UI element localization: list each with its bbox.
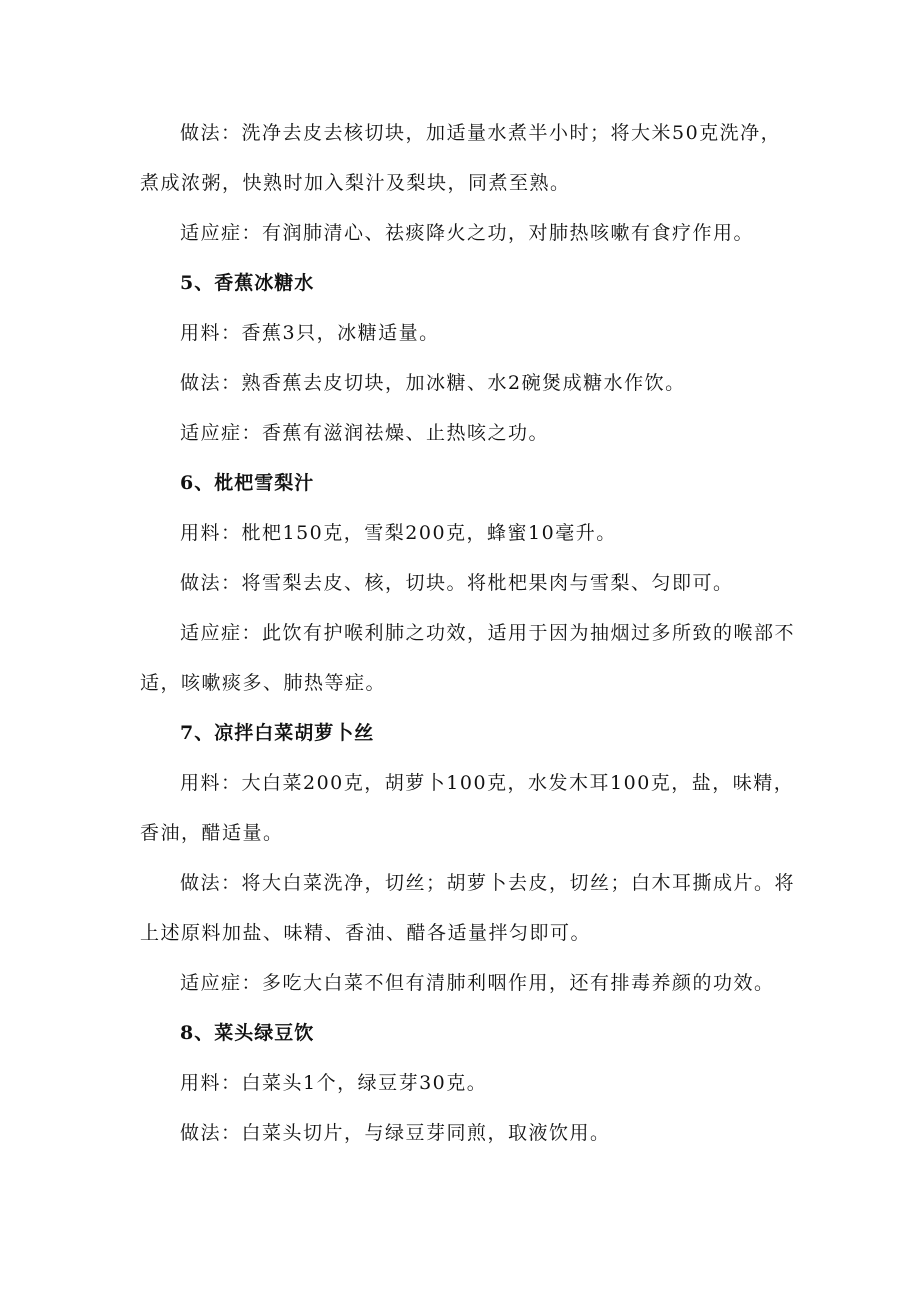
section-heading-8: 8、菜头绿豆饮	[180, 1022, 315, 1044]
method-line-7: 做法：将大白菜洗净，切丝；胡萝卜去皮，切丝；白木耳撕成片。将	[180, 872, 796, 894]
ingredients-line-6: 用料：枇杷150克，雪梨200克，蜂蜜10毫升。	[180, 522, 617, 544]
method-line-8: 做法：白菜头切片，与绿豆芽同煎，取液饮用。	[180, 1122, 611, 1144]
method-line: 做法：洗净去皮去核切块，加适量水煮半小时；将大米50克洗净，	[180, 122, 782, 144]
section-heading-7: 7、凉拌白菜胡萝卜丝	[180, 722, 375, 744]
ingredients-line-5: 用料：香蕉3只，冰糖适量。	[180, 322, 440, 344]
indication-line-6-cont: 适，咳嗽痰多、肺热等症。	[140, 672, 387, 694]
section-heading-6: 6、枇杷雪梨汁	[180, 472, 315, 494]
method-line-cont: 煮成浓粥，快熟时加入梨汁及梨块，同煮至熟。	[140, 172, 571, 194]
ingredients-line-7-cont: 香油，醋适量。	[140, 822, 284, 844]
ingredients-line-8: 用料：白菜头1个，绿豆芽30克。	[180, 1072, 488, 1094]
ingredients-line-7: 用料：大白菜200克，胡萝卜100克，水发木耳100克，盐，味精，	[180, 772, 795, 794]
method-line-5: 做法：熟香蕉去皮切块，加冰糖、水2碗煲成糖水作饮。	[180, 372, 686, 394]
indication-line-6: 适应症：此饮有护喉利肺之功效，适用于因为抽烟过多所致的喉部不	[180, 622, 796, 644]
indication-line-7: 适应症：多吃大白菜不但有清肺利咽作用，还有排毒养颜的功效。	[180, 972, 775, 994]
indication-line: 适应症：有润肺清心、祛痰降火之功，对肺热咳嗽有食疗作用。	[180, 222, 755, 244]
indication-line-5: 适应症：香蕉有滋润祛燥、止热咳之功。	[180, 422, 550, 444]
method-line-6: 做法：将雪梨去皮、核，切块。将枇杷果肉与雪梨、匀即可。	[180, 572, 734, 594]
section-heading-5: 5、香蕉冰糖水	[180, 272, 315, 294]
method-line-7-cont: 上述原料加盐、味精、香油、醋各适量拌匀即可。	[140, 922, 592, 944]
